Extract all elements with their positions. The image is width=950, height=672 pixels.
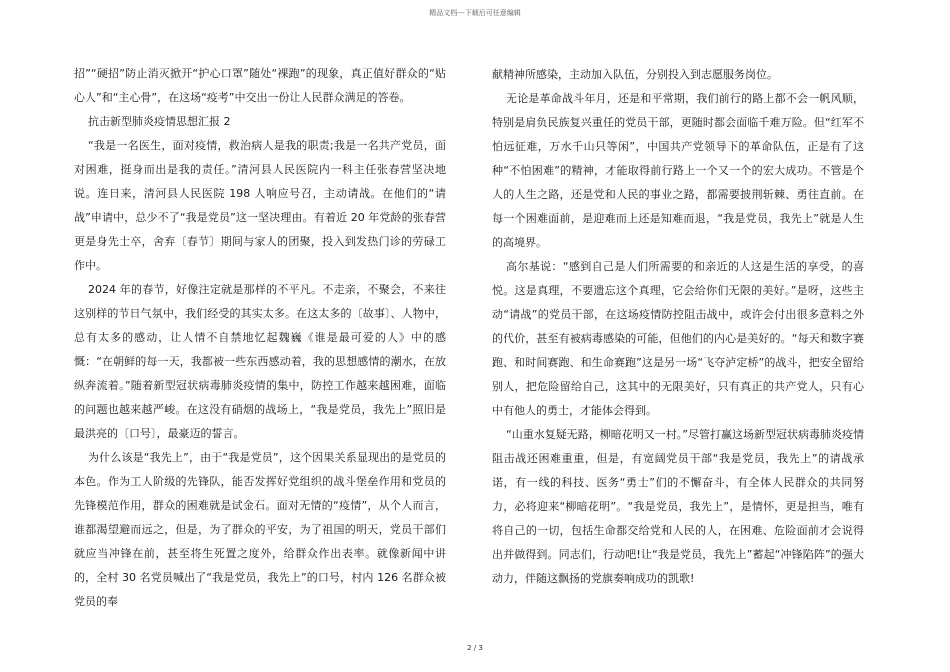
paragraph: “我是一名医生，面对疫情，救治病人是我的职责;我是一名共产党员，面对困难，挺身而出是我的责任。”清河县人民医院内一科主任张春营坚决地说。连日来，清河县人民医院 198 人响应号召，主动请战。在他们的“请战”申请中，总少不了“我是党员”这一坚决理由。有着近 20 年党龄的张春营更是身先士卒，舍弃〔春节〕期间与家人的团聚，投入到发热门诊的劳碌工作中。 bbox=[74, 139, 446, 272]
paragraph-continued: 献精神所感染，主动加入队伍，分别投入到志愿服务岗位。 bbox=[492, 68, 778, 81]
page-header: 精品文档---下载后可任意编辑 bbox=[429, 9, 521, 17]
paragraph: 2024 年的春节，好像注定就是那样的不平凡。不走亲，不聚会，不来往这别样的节日气氛中，我们经受的其实太多。在这太多的〔故事〕、人物中，总有太多的感动，让人情不自禁地忆起魏巍《谁是最可爱的人》中的感慨：“在朝鲜的每一天，我都被一些东西感动着，我的思想感情的潮水，在放纵奔流着。”随着新型冠状病毒肺炎疫情的集中，防控工作越来越困难，面临的问题也越来越严峻。在这没有硝烟的战场上，“我是党员，我先上”照旧是最洪亮的〔口号〕，最豪迈的誓言。 bbox=[74, 283, 446, 440]
paragraph: 高尔基说：“感到自己是人们所需要的和亲近的人这是生活的享受，的喜悦。这是真理，不要遗忘这个真理，它会给你们无限的美好。”是呀，这些主动“请战”的党员干部，在这场疫情防控阻击战中，或许会付出很多意料之外的代价，甚至有被病毒感染的可能，但他们的内心是美好的。“每天和数字赛跑、和时间赛跑、和生命赛跑”这是另一场“飞夺泸定桥”的战斗，把安全留给别人，把危险留给自己，这其中的无限美好，只有真正的共产党人，只有心中有他人的勇士，才能体会得到。 bbox=[492, 260, 864, 417]
left-column bbox=[74, 62, 446, 614]
section-title: 抗击新型肺炎疫情思想汇报 2 bbox=[88, 115, 231, 128]
paragraph: 为什么该是“我先上”，由于“我是党员”，这个因果关系显现出的是党员的本色。作为工人阶级的先锋队，能否发挥好党组织的战斗堡垒作用和党员的先锋模范作用，群众的困难就是试金石。面对无情的“疫情”，从个人而言，谁都渴望避而远之，但是，为了群众的平安，为了祖国的明天，党员干部们就应当冲锋在前，甚至将生死置之度外，给群众作出表率。就像新闻中讲的，全村 30 名党员喊出了“我是党员，我先上”的口号，村内 126 名群众被党员的奉 bbox=[74, 451, 446, 608]
right-column bbox=[492, 63, 864, 591]
page-number: 2 / 3 bbox=[467, 644, 483, 652]
paragraph: “山重水复疑无路，柳暗花明又一村。”尽管打赢这场新型冠状病毒肺炎疫情阻击战还困难重重，但是，有宽阔党员干部“我是党员，我先上”的请战承诺，有一线的科技、医务“勇士”们的不懈奋斗，有全体人民群众的共同努力，必将迎来“柳暗花明”。“我是党员，我先上”，是情怀，更是担当，唯有将自己的一切，包括生命都交给党和人民的人，在困难、危险面前才会说得出并做得到。同志们，行动吧!让“我是党员，我先上”蓄起“冲锋陷阵”的强大动力，伴随这飘扬的党旗奏响成功的凯歌! bbox=[492, 428, 864, 585]
paragraph: 无论是革命战斗年月，还是和平常期，我们前行的路上都不会一帆风顺，特别是肩负民族复兴重任的党员干部，更随时都会面临千难万险。但“红军不怕远征难，万水千山只等闲”，中国共产党领导下的革命队伍，正是有了这种“不怕困难”的精神，才能取得前行路上一个又一个的宏大成功。不管是个人的人生之路，还是党和人民的事业之路，都需要披荆斩棘、勇往直前。在每一个困难面前，是迎难而上还是知难而退，“我是党员，我先上”就是人生的高境界。 bbox=[492, 92, 864, 249]
paragraph-continued: 招”“硬招”防止消灭掀开“护心口罩”随处“裸跑”的现象，真正值好群众的“贴心人”和“主心骨”，在这场“疫考”中交出一份让人民群众满足的答卷。 bbox=[74, 67, 446, 104]
